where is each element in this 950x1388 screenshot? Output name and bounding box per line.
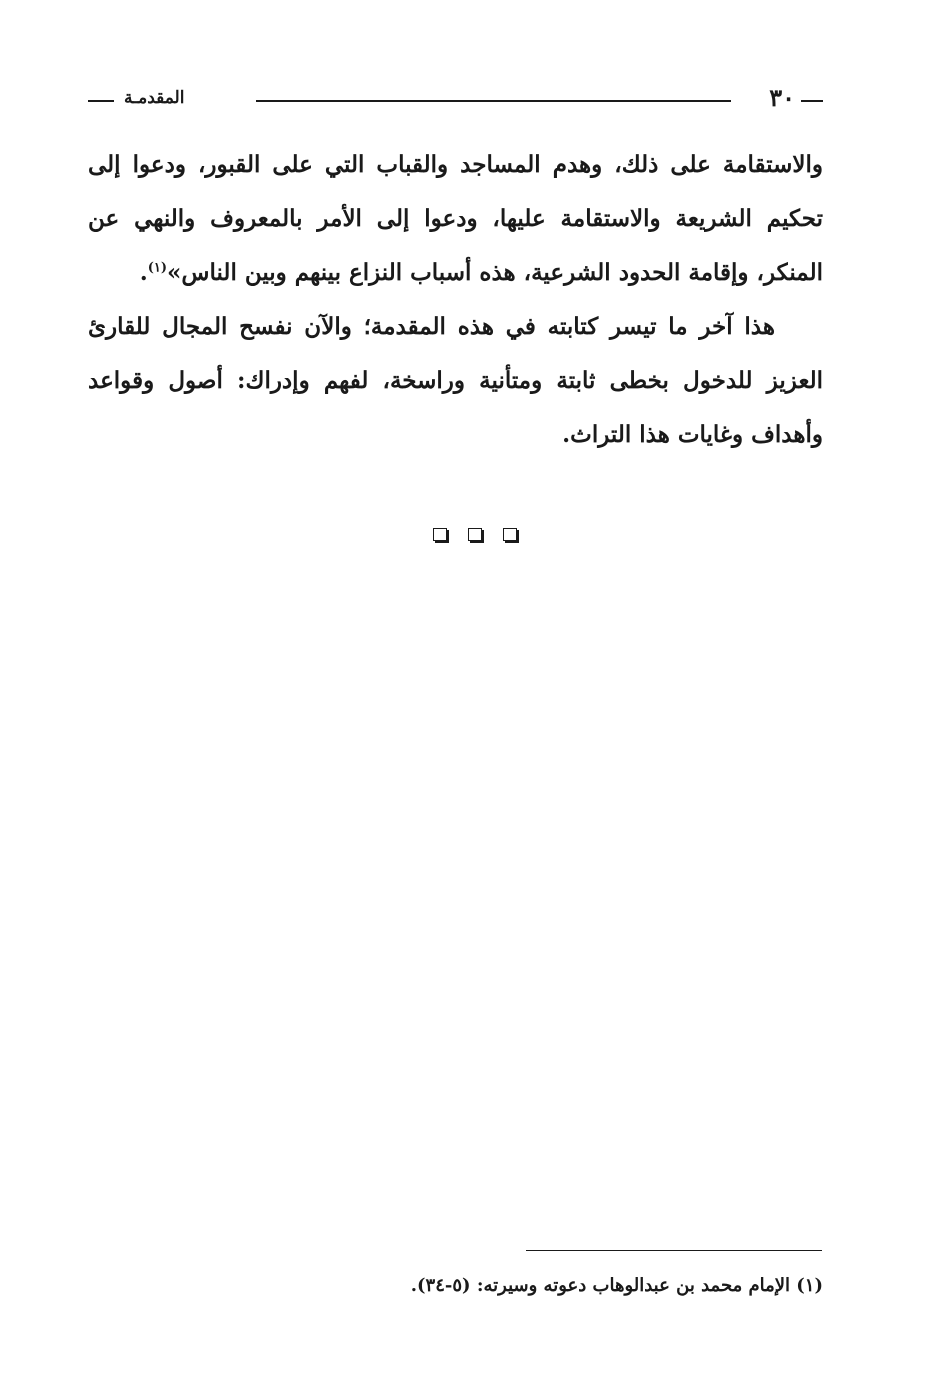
paragraph-continuation: [88, 138, 823, 300]
header-dash-right: [801, 100, 823, 102]
paragraph-1-text: والاستقامة على ذلك، وهدم المساجد والقباب التي على القبور، ودعوا إلى تحكيم الشريعة والاستقامة عليها، ودعوا إلى الأمر بالمعروف والنهي عن المنكر، وإقامة الحدود الشرعية، هذه أسباب النزاع بينهم وبين الناس»: [88, 151, 823, 286]
header-dash-left: [88, 100, 114, 102]
paragraph-closing: هذا آخر ما تيسر كتابته في هذه المقدمة؛ والآن نفسح المجال للقارئ العزيز للدخول بخطى ثابتة ومتأنية وراسخة، لفهم وإدراك: أصول وقواعد وأهداف وغايات هذا التراث.: [88, 313, 823, 448]
page-number: ٣٠: [769, 83, 795, 112]
square-ornament-icon: [468, 528, 482, 541]
footnotes: [88, 1268, 823, 1304]
section-end-marks: [0, 526, 950, 545]
header-rule: [256, 100, 731, 102]
body-text: [88, 138, 823, 462]
chapter-title: المقدمـة: [124, 88, 185, 108]
square-ornament-icon: [503, 528, 517, 541]
footnote-reference[interactable]: (١): [147, 260, 168, 276]
footnote-separator: [526, 1250, 822, 1251]
footnote-1: (١) الإمام محمد بن عبدالوهاب دعوته وسيرته: (٥-٣٤).: [410, 1275, 823, 1296]
paragraph-1-end: .: [139, 259, 148, 286]
running-header: [88, 78, 823, 118]
square-ornament-icon: [433, 528, 447, 541]
